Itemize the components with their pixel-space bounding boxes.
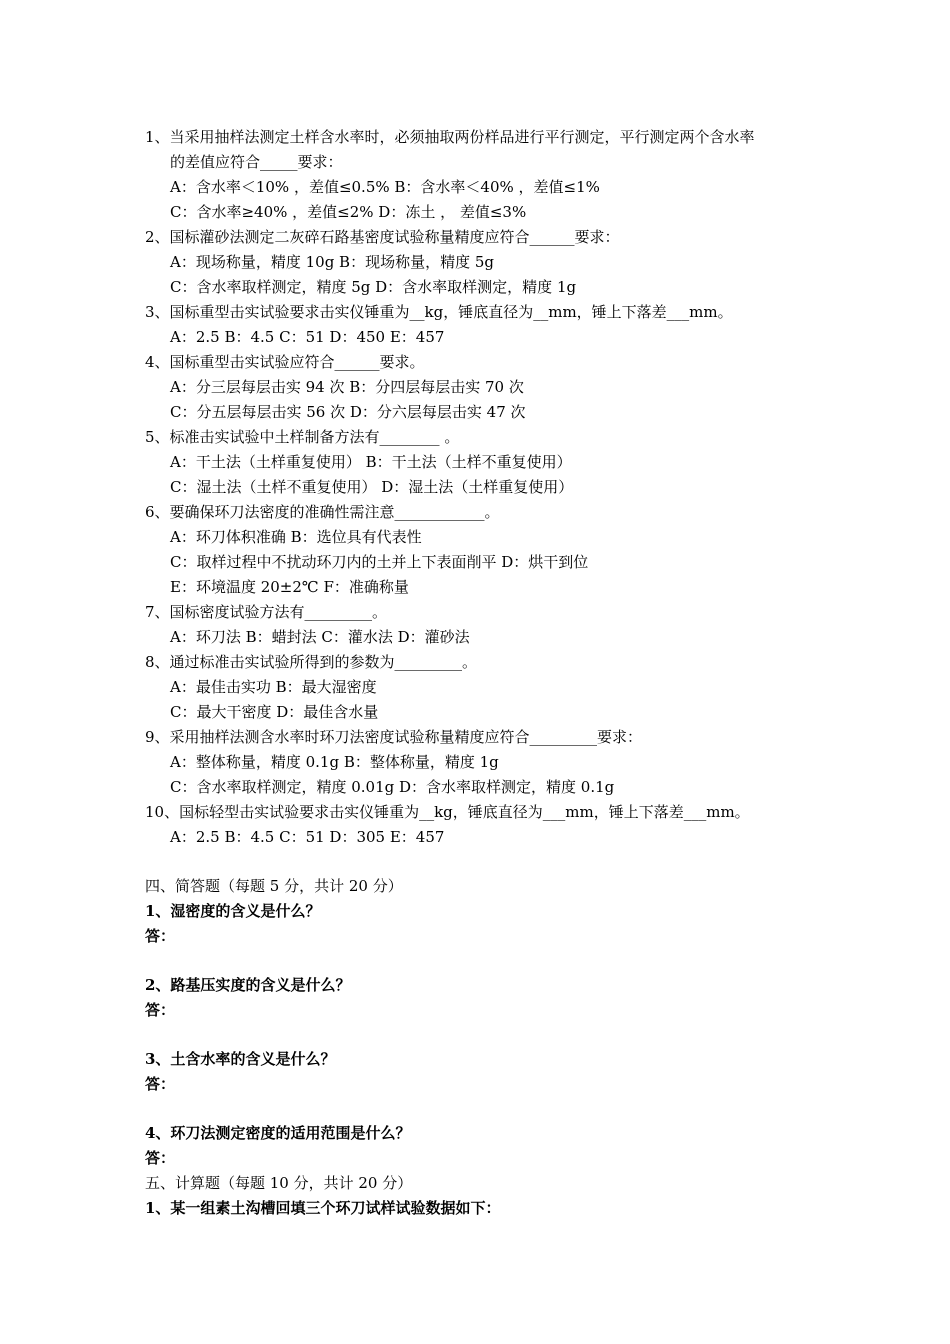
text-line: A：环刀法 B：蜡封法 C：灌水法 D：灌砂法 — [170, 628, 470, 646]
text-line: E：环境温度 20±2℃ F：准确称量 — [170, 578, 409, 596]
text-line: A：分三层每层击实 94 次 B：分四层每层击实 70 次 — [170, 378, 524, 396]
text-line: 五、计算题（每题 10 分，共计 20 分） — [145, 1174, 413, 1192]
text-line: C：含水率≥40% ，差值≤2% D：冻土 ， 差值≤3% — [170, 203, 527, 221]
text-line: A：最佳击实功 B：最大湿密度 — [170, 678, 377, 696]
text-line: 3、国标重型击实试验要求击实仪锤重为__kg，锤底直径为__mm，锤上下落差___mm。 — [145, 303, 733, 321]
text-line: 答： — [145, 1001, 176, 1019]
text-line: A：整体称量，精度 0.1g B：整体称量，精度 1g — [170, 753, 499, 771]
text-line: C：最大干密度 D：最佳含水量 — [170, 703, 379, 721]
text-line: 4、国标重型击实试验应符合______要求。 — [145, 353, 425, 371]
text-line: 答： — [145, 1075, 176, 1093]
text-line: 答： — [145, 1149, 176, 1167]
text-line: 6、要确保环刀法密度的准确性需注意____________。 — [145, 503, 500, 521]
text-line: 4、环刀法测定密度的适用范围是什么？ — [145, 1124, 411, 1142]
text-line: A：含水率＜10% ，差值≤0.5% B：含水率＜40% ，差值≤1% — [170, 178, 600, 196]
text-line: 9、采用抽样法测含水率时环刀法密度试验称量精度应符合_________要求： — [145, 728, 643, 746]
text-line: 5、标准击实试验中土样制备方法有________ 。 — [145, 428, 460, 446]
text-line: C：取样过程中不扰动环刀内的土并上下表面削平 D：烘干到位 — [170, 553, 589, 571]
text-line: 7、国标密度试验方法有_________。 — [145, 603, 388, 621]
text-line: 3、土含水率的含义是什么？ — [145, 1050, 336, 1068]
text-line: 2、路基压实度的含义是什么？ — [145, 976, 351, 994]
text-line: A：2.5 B：4.5 C：51 D：450 E：457 — [170, 328, 445, 346]
text-line: A：2.5 B：4.5 C：51 D：305 E：457 — [170, 828, 445, 846]
text-line: 2、国标灌砂法测定二灰碎石路基密度试验称量精度应符合______要求： — [145, 228, 620, 246]
text-line: 四、简答题（每题 5 分，共计 20 分） — [145, 877, 403, 895]
text-line: C：分五层每层击实 56 次 D：分六层每层击实 47 次 — [170, 403, 526, 421]
text-line: 8、通过标准击实试验所得到的参数为_________。 — [145, 653, 478, 671]
text-line: C：含水率取样测定，精度 0.01g D：含水率取样测定，精度 0.1g — [170, 778, 615, 796]
text-line: C：含水率取样测定，精度 5g D：含水率取样测定，精度 1g — [170, 278, 577, 296]
text-line: A：干土法（土样重复使用） B：干土法（土样不重复使用） — [170, 453, 572, 471]
text-line: 1、某一组素土沟槽回填三个环刀试样试验数据如下： — [145, 1199, 501, 1217]
text-line: 1、当采用抽样法测定土样含水率时，必须抽取两份样品进行平行测定，平行测定两个含水率 — [145, 128, 755, 146]
text-line: A：环刀体积准确 B：选位具有代表性 — [170, 528, 422, 546]
text-line: 答： — [145, 927, 176, 945]
text-line: 1、湿密度的含义是什么？ — [145, 902, 321, 920]
text-line: C：湿土法（土样不重复使用） D：湿土法（土样重复使用） — [170, 478, 574, 496]
text-line: 10、国标轻型击实试验要求击实仪锤重为__kg，锤底直径为___mm，锤上下落差___mm。 — [145, 803, 750, 821]
text-line: 的差值应符合_____要求： — [170, 153, 343, 171]
text-line: A：现场称量，精度 10g B：现场称量，精度 5g — [170, 253, 494, 271]
